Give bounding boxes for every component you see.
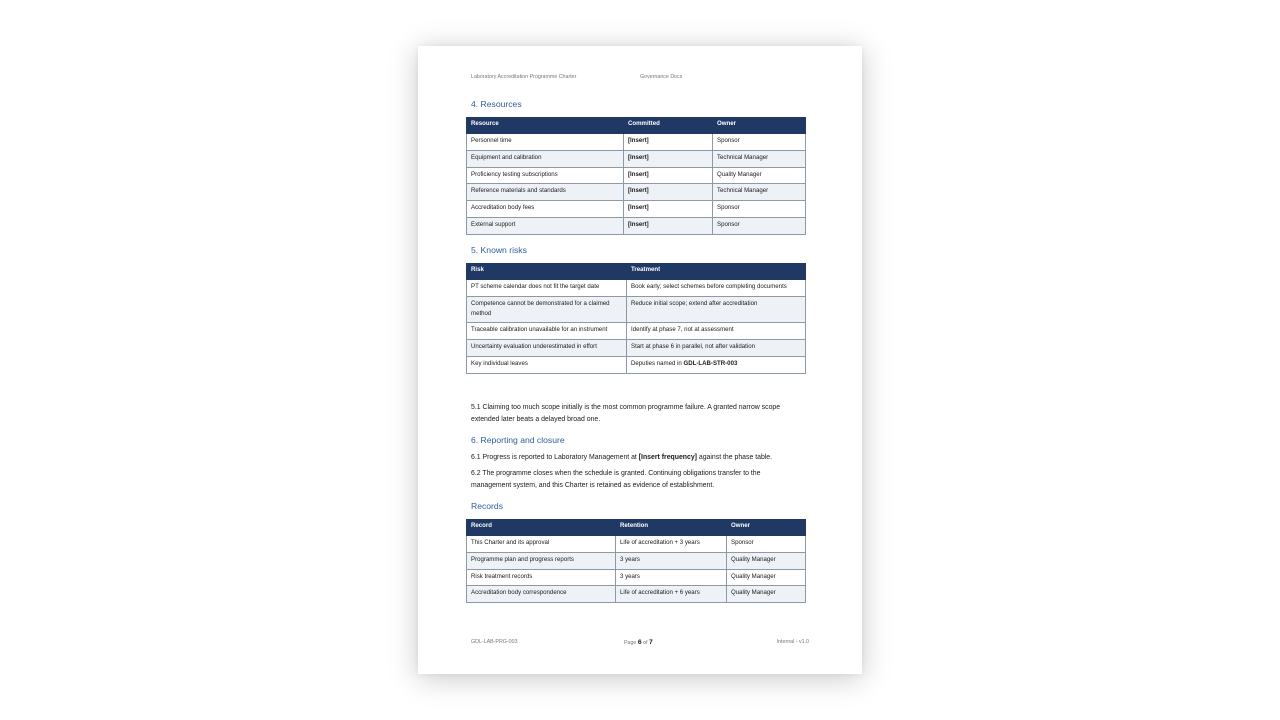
footer-doc-id: GDL-LAB-PRG-003 [471,639,518,645]
column-header: Risk [467,264,627,280]
owner-cell: Sponsor [727,536,806,553]
owner-cell: Technical Manager [713,150,806,167]
committed-cell: [Insert] [624,217,713,234]
table-row [467,280,806,297]
table-row [467,167,806,184]
column-header: Resource [467,118,624,134]
table-row [467,323,806,340]
risk-cell: Key individual leaves [467,356,627,373]
table-row [467,296,806,323]
reporting-paragraph-1: 6.1 Progress is reported to Laboratory Management at [Insert frequency] against the phase table. [471,454,773,461]
table-header-row [467,264,806,280]
owner-cell: Quality Manager [727,552,806,569]
table-row [467,569,806,586]
committed-cell: [Insert] [624,184,713,201]
record-cell: Programme plan and progress reports [467,552,616,569]
resource-cell: Accreditation body fees [467,201,624,218]
record-cell: This Charter and its approval [467,536,616,553]
committed-cell: [Insert] [624,150,713,167]
column-header: Owner [713,118,806,134]
resource-cell: External support [467,217,624,234]
document-reference: GDL-LAB-STR-003 [683,359,738,367]
table-row [467,536,806,553]
table-row [467,356,806,373]
resource-cell: Equipment and calibration [467,150,624,167]
treatment-cell: Reduce initial scope; extend after accreditation [627,296,806,323]
document-page [418,46,862,674]
retention-cell: Life of accreditation + 6 years [616,586,727,603]
table-row [467,552,806,569]
section-resources-heading: 4. Resources [471,99,522,109]
resources-table [466,117,806,235]
resource-cell: Reference materials and standards [467,184,624,201]
column-header: Treatment [627,264,806,280]
column-header: Retention [616,520,727,536]
risk-cell: Competence cannot be demonstrated for a claimed method [467,296,627,323]
record-cell: Accreditation body correspondence [467,586,616,603]
owner-cell: Quality Manager [727,569,806,586]
table-row [467,150,806,167]
treatment-cell: Book early; select schemes before completing documents [627,280,806,297]
table-row [467,586,806,603]
resource-cell: Proficiency testing subscriptions [467,167,624,184]
owner-cell: Sponsor [713,134,806,151]
table-row [467,340,806,357]
records-table [466,519,806,603]
owner-cell: Quality Manager [727,586,806,603]
table-row [467,217,806,234]
treatment-cell: Identify at phase 7, not at assessment [627,323,806,340]
retention-cell: Life of accreditation + 3 years [616,536,727,553]
reporting-paragraph-2: 6.2 The programme closes when the schedule is granted. Continuing obligations transfer to the management system, and this Charter is retained as evidence of establishment. [471,470,761,489]
column-header: Committed [624,118,713,134]
header-category: Governance Docs [640,74,683,80]
risks-table [466,263,806,374]
treatment-cell: Deputies named in GDL-LAB-STR-003 [627,356,806,373]
table-header-row [467,118,806,134]
table-row [467,134,806,151]
treatment-cell: Start at phase 6 in parallel, not after validation [627,340,806,357]
committed-cell: [Insert] [624,201,713,218]
column-header: Owner [727,520,806,536]
risk-cell: Uncertainty evaluation underestimated in effort [467,340,627,357]
committed-cell: [Insert] [624,134,713,151]
table-row [467,184,806,201]
table-row [467,201,806,218]
column-header: Record [467,520,616,536]
footer-classification: Internal - v1.0 [776,639,809,645]
owner-cell: Sponsor [713,201,806,218]
committed-cell: [Insert] [624,167,713,184]
footer-page-number: Page 6 of 7 [624,639,653,646]
retention-cell: 3 years [616,569,727,586]
resource-cell: Personnel time [467,134,624,151]
header-title: Laboratory Accreditation Programme Charter [471,74,577,80]
section-reporting-heading: 6. Reporting and closure [471,435,565,445]
risk-cell: Traceable calibration unavailable for an instrument [467,323,627,340]
table-header-row [467,520,806,536]
section-records-heading: Records [471,501,503,511]
record-cell: Risk treatment records [467,569,616,586]
retention-cell: 3 years [616,552,727,569]
risk-cell: PT scheme calendar does not fit the target date [467,280,627,297]
owner-cell: Technical Manager [713,184,806,201]
owner-cell: Sponsor [713,217,806,234]
owner-cell: Quality Manager [713,167,806,184]
section-risks-heading: 5. Known risks [471,245,527,255]
frequency-placeholder: [Insert frequency] [638,454,697,461]
risk-note-paragraph: 5.1 Claiming too much scope initially is the most common programme failure. A granted narrow scope extended later beats a delayed broad one. [471,404,781,423]
